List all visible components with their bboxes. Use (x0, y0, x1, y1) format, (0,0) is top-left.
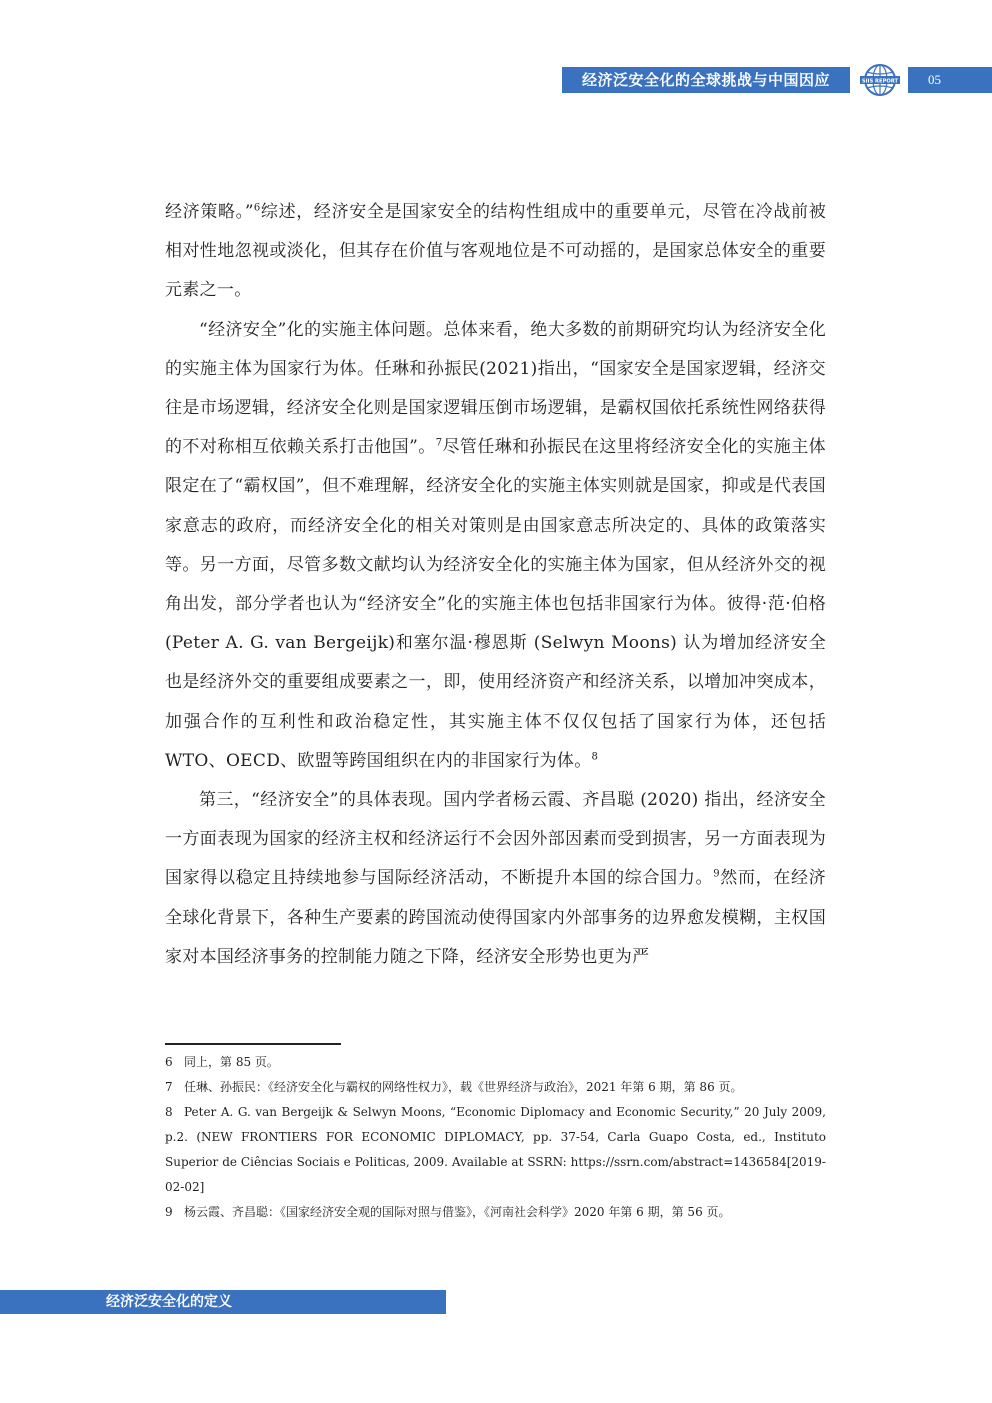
footnote-divider (165, 1043, 341, 1045)
footer-section-bar (0, 1290, 446, 1314)
page-number-tab (908, 67, 992, 93)
footnote-ref-7[interactable]: 7 (435, 437, 443, 449)
siis-report-logo-icon (860, 63, 900, 97)
header-title-bar (562, 67, 850, 93)
paragraph-1: 经济策略。”$^6$综述，经济安全是国家安全的结构性组成中的重要单元，尽管在冷战前被相对性地忽视或淡化，但其存在价值与客观地位是不可动摇的，是国家总体安全的重要元素之一。 (165, 202, 826, 301)
footnote-ref-8[interactable]: 8 (591, 751, 599, 763)
footnote-item: 9 杨云霞、齐昌聪：《国家经济安全观的国际对照与借鉴》，《河南社会科学》2020 年第 6 期，第 56 页。 (165, 1205, 731, 1219)
paragraph-3: 第三，“经济安全”的具体表现。国内学者杨云霞、齐昌聪 (2020) 指出，经济安全一方面表现为国家的经济主权和经济运行不会因外部因素而受到损害，另一方面表现为国家得以稳定且持续地参与国际经济活动，不断提升本国的综合国力。$^9$然而，在经济全球化背景下，各种生产要素的跨国流动使得国家内外部事务的边界愈发模糊，主权国家对本国经济事务的控制能力随之下降，经济安全形势也更为严 (165, 790, 826, 967)
footnote-item: 6 同上，第 85 页。 (165, 1055, 279, 1069)
footnote-item: 8 Peter A. G. van Bergeijk & Selwyn Moons, “Economic Diplomacy and Economic Security,” 20 July 2009, p.2. (NEW FRONTIERS FOR ECONOMIC DIPLOMACY, pp. 37-54, Carla Guapo Costa, ed., Instituto Superior de Ciências Sociais e Politicas, 2009. Available at SSRN: https://ssrn.com/abstract=1436584[2019-02-02] (165, 1105, 826, 1194)
svg-text:SIIS REPORT: SIIS REPORT (861, 78, 899, 85)
footer-section-title: 经济泛安全化的定义 (106, 1294, 232, 1310)
paragraph-2: “经济安全”化的实施主体问题。总体来看，绝大多数的前期研究均认为经济安全化的实施主体为国家行为体。任琳和孙振民(2021)指出，“国家安全是国家逻辑，经济交往是市场逻辑，经济安全化则是国家逻辑压倒市场逻辑，是霸权国依托系统性网络获得的不对称相互依赖关系打击他国”。$^7$尽管任琳和孙振民在这里将经济安全化的实施主体限定在了“霸权国”，但不难理解，经济安全化的实施主体实则就是国家，抑或是代表国家意志的政府，而经济安全化的相关对策则是由国家意志所决定的、具体的政策落实等。另一方面，尽管多数文献均认为经济安全化的实施主体为国家，但从经济外交的视角出发，部分学者也认为“经济安全”化的实施主体也包括非国家行为体。彼得·范·伯格(Peter A. G. van Bergeijk)和塞尔温·穆恩斯 (Selwyn Moons) 认为增加经济安全也是经济外交的重要组成要素之一，即，使用经济资产和经济关系，以增加冲突成本，加强合作的互利性和政治稳定性，其实施主体不仅仅包括了国家行为体，还包括 WTO、OECD、欧盟等跨国组织在内的非国家行为体。$^8$ (165, 319, 826, 771)
footnote-ref-6[interactable]: 6 (253, 202, 261, 214)
page-number: 05 (928, 72, 941, 87)
footnote-item: 7 任琳、孙振民：《经济安全化与霸权的网络性权力》，载《世界经济与政治》，2021 年第 6 期，第 86 页。 (165, 1080, 743, 1094)
footnote-ref-9[interactable]: 9 (713, 868, 720, 880)
footnotes (165, 1050, 826, 1225)
header-title: 经济泛安全化的全球挑战与中国因应 (581, 71, 830, 89)
body-text (165, 193, 826, 977)
